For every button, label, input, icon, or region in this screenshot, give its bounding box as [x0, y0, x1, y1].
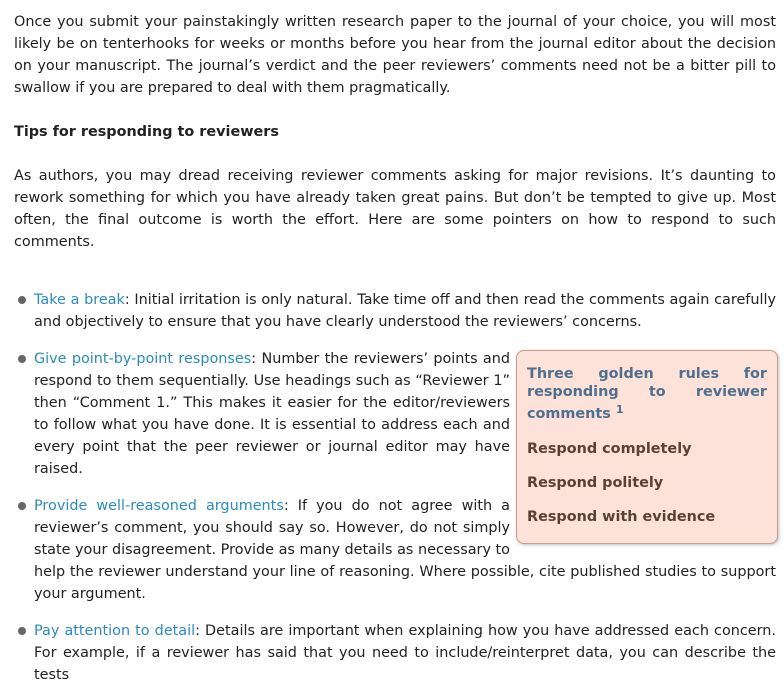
tip-text: : Initial irritation is only natural. Take time off and then read the comments again carefully and objectively to ensure that you have clearly understood the reviewers’ concerns. — [34, 292, 776, 330]
bullet-icon — [18, 296, 26, 304]
section-heading: Tips for responding to reviewers — [14, 124, 279, 140]
intro-paragraph: Once you submit your painstakingly written research paper to the journal of your choice, you will most likely be on tenterhooks for weeks or months before you hear from the journal editor about the decision on your manuscript. The journal’s verdict and the peer reviewers’ comments need not be a bitter pill to swallow if you are prepared to deal with them pragmatically. — [14, 14, 776, 96]
list-item — [14, 620, 776, 686]
section-paragraph: As authors, you may dread receiving reviewer comments asking for major revisions. It’s daunting to rework something for which you have already taken great pains. But don’t be tempted to give up. Most often, the final outcome is worth the effort. Here are some pointers on how to respond to such comments. — [14, 168, 776, 250]
rule-respond-completely: Respond completely — [527, 441, 692, 457]
tip-link-point-by-point[interactable]: Give point-by-point responses — [34, 351, 252, 367]
tip-link-attention-to-detail[interactable]: Pay attention to detail — [34, 623, 196, 639]
list-item — [14, 289, 776, 333]
tip-text: : Number the reviewers’ points and respond to them sequentially. Use headings such as “Reviewer 1” then “Comment 1.” This makes it easier for the editor/reviewers to follow what you have done. It is essential to address each and every point that the peer reviewer or journal editor may have raised. — [34, 351, 510, 477]
tips-list — [14, 289, 776, 686]
tip-text: : If you do not agree with a reviewer’s comment, you should say so. However, do not simply state your disagreement. Provide as many details as necessary to help the reviewer understand your line of reasoning. Where possible, cite published studies to support your argument. — [34, 498, 776, 602]
bullet-icon — [18, 355, 26, 363]
rule-respond-with-evidence: Respond with evidence — [527, 509, 716, 525]
tip-link-take-a-break[interactable]: Take a break — [34, 292, 125, 308]
bullet-icon — [18, 502, 26, 510]
tip-link-well-reasoned-arguments[interactable]: Provide well-reasoned arguments — [34, 498, 284, 514]
box-title-text: Three golden rules for responding to reviewer comments — [527, 366, 767, 422]
box-title — [527, 365, 767, 423]
article-body — [14, 0, 776, 686]
rule-respond-politely: Respond politely — [527, 475, 664, 491]
list-item — [14, 495, 776, 605]
footnote-marker[interactable]: 1 — [615, 403, 624, 416]
bullet-icon — [18, 627, 26, 635]
tip-text: : Details are important when explaining how you have addressed each concern. For example, if a reviewer has said that you need to include/reinterpret data, you can describe the tests — [34, 623, 776, 683]
